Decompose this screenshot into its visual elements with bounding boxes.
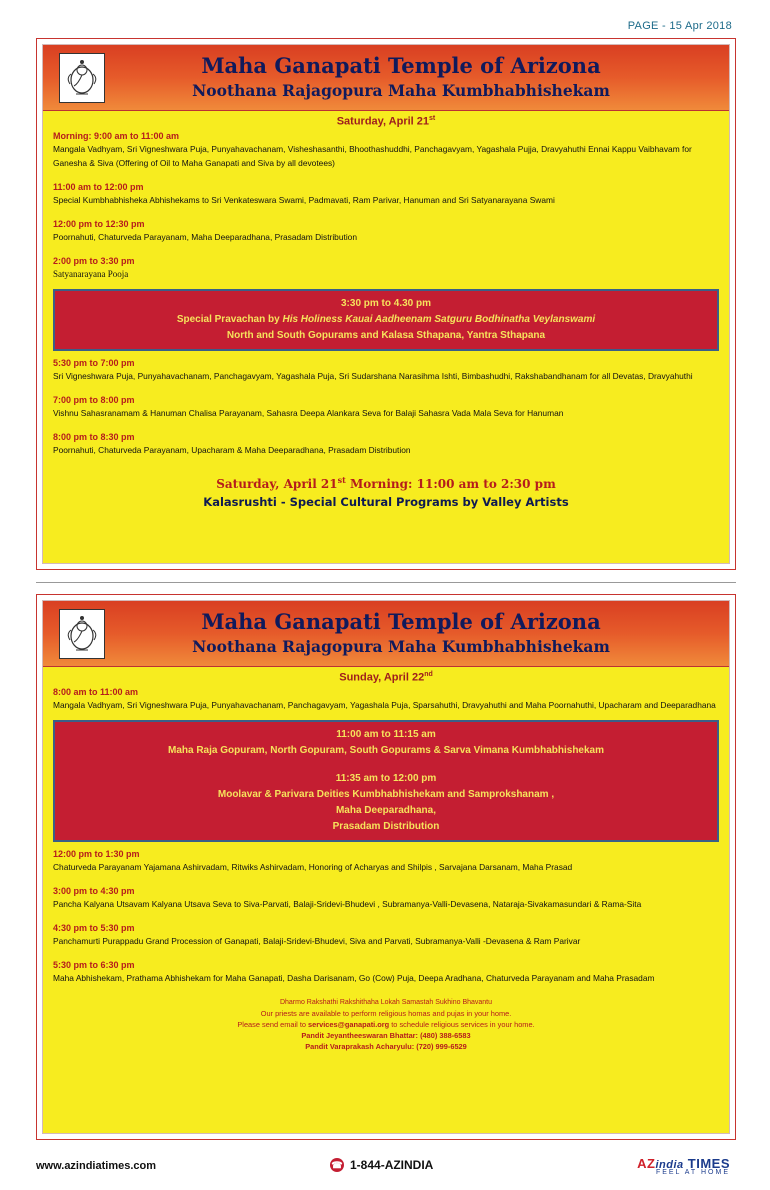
slot-time: 8:00 am to 11:00 am bbox=[53, 686, 139, 697]
day-heading: Sunday, April 22nd bbox=[339, 671, 433, 684]
phone-text: 1-844-AZINDIA bbox=[350, 1158, 434, 1172]
slot-description: Poornahuti, Chaturveda Parayanam, Maha Deeparadhana, Prasadam Distribution bbox=[53, 231, 358, 242]
schedule-list bbox=[43, 686, 729, 712]
contact-line: Pandit Varaprakash Acharyulu: (720) 999-6529 bbox=[305, 1041, 467, 1051]
closing-time: Saturday, April 21st Morning: 11:00 am to 2:30 pm bbox=[216, 474, 556, 491]
ad-divider bbox=[36, 582, 736, 583]
highlight-sthapana: North and South Gopurams and Kalasa Sthapana, Yantra Sthapana bbox=[226, 329, 546, 341]
slot-description: Chaturveda Parayanam Yajamana Ashirvadam, Ritwiks Ashirvadam, Honoring of Acharyas and Shilpis , Sarvajana Darsanam, Maha Prasad bbox=[53, 861, 573, 872]
slot-description: Mangala Vadhyam, Sri Vigneshwara Puja, Punyahavachanam, Panchagavyam, Yagashala Puja, Sparsahuthi, Dravyahuthi and Maha Poornahuthi, Upacharam and Deeparadhana bbox=[53, 699, 716, 710]
ad-sunday-panel bbox=[42, 600, 730, 1134]
services-email-link[interactable]: services@ganapati.org bbox=[308, 1019, 390, 1029]
email-line: Please send email to services@ganapati.org to schedule religious services in your home. bbox=[237, 1019, 535, 1029]
website-link[interactable]: www.azindiatimes.com bbox=[36, 1160, 157, 1172]
slot-time: 2:00 pm to 3:30 pm bbox=[53, 255, 135, 266]
slot-time: 4:30 pm to 5:30 pm bbox=[53, 922, 135, 933]
day-heading: Saturday, April 21st bbox=[336, 115, 436, 128]
ad-banner bbox=[43, 601, 729, 667]
schedule-list bbox=[43, 130, 729, 281]
page-footer bbox=[0, 1156, 770, 1182]
brand-logo bbox=[637, 1156, 730, 1176]
highlight-pravachan: Special Pravachan by His Holiness Kauai Aadheenam Satguru Bodhinatha Veylanswami bbox=[176, 313, 596, 325]
highlight-line: Prasadam Distribution bbox=[332, 820, 440, 832]
temple-title: Maha Ganapati Temple of Arizona bbox=[201, 53, 601, 78]
brand-tagline: FEEL AT HOME bbox=[655, 1169, 730, 1176]
highlight-box bbox=[53, 720, 719, 842]
schedule-slot bbox=[53, 431, 719, 457]
slot-time: 5:30 pm to 7:00 pm bbox=[53, 357, 135, 368]
highlight-time: 11:35 am to 12:00 pm bbox=[335, 772, 437, 784]
schedule-slot bbox=[53, 885, 719, 911]
schedule-slot bbox=[53, 922, 719, 948]
slot-description: Special Kumbhabhisheka Abhishekams to Sri Venkateswara Swami, Padmavati, Ram Parivar, Hanuman and Sri Satyanarayana Swami bbox=[53, 194, 555, 205]
slot-description: Poornahuti, Chaturveda Parayanam, Upacharam & Maha Deeparadhana, Prasadam Distribution bbox=[53, 444, 411, 455]
slot-description: Sri Vigneshwara Puja, Punyahavachanam, Panchagavyam, Yagashala Puja, Sri Sudarshana Narasihma Ishti, Bimbashudhi, Rakshabandhanam for all Devatas, Dravyahuthi bbox=[53, 370, 693, 381]
slot-description: Satyanarayana Pooja bbox=[53, 268, 129, 279]
schedule-slot bbox=[53, 848, 719, 874]
highlight-box bbox=[53, 289, 719, 351]
schedule-slot bbox=[53, 394, 719, 420]
ad-banner bbox=[43, 45, 729, 111]
highlight-line: Maha Deeparadhana, bbox=[335, 804, 437, 816]
services-footnote bbox=[43, 997, 729, 1052]
slot-description: Vishnu Sahasranamam & Hanuman Chalisa Parayanam, Sahasra Deepa Alankara Seva for Balaji Sahasra Vada Mala Seva for Hanuman bbox=[53, 407, 564, 418]
brand-name: AZindia TIMES bbox=[637, 1156, 730, 1171]
schedule-slot bbox=[53, 255, 719, 281]
slot-time: 5:30 pm to 6:30 pm bbox=[53, 959, 135, 970]
schedule-slot bbox=[53, 959, 719, 985]
slot-description: Panchamurti Purappadu Grand Procession of Ganapati, Balaji-Sridevi-Bhudevi, Siva and Parvati, Subramanya-Valli -Devasena & Ram Parivar bbox=[53, 935, 581, 946]
slot-time: 7:00 pm to 8:00 pm bbox=[53, 394, 135, 405]
event-subtitle: Noothana Rajagopura Maha Kumbhabhishekam bbox=[192, 637, 610, 656]
highlight-time: 11:00 am to 11:15 am bbox=[336, 728, 436, 740]
slot-description: Mangala Vadhyam, Sri Vigneshwara Puja, Punyahavachanam, Visheshasanthi, Bhoothashuddhi, Panchagavyam, Yagashala Pujja, Dravyahuthi Ennai Kappu Vaibhavam for Ganesha & Siva (Offering of Oil to Maha Ganapati and Siva by all devotees) bbox=[53, 143, 692, 168]
slot-description: Maha Abhishekam, Prathama Abhishekam for Maha Ganapati, Dasha Darisanam, Go (Cow) Puja, Deepa Aradhana, Chaturveda Parayanam and Maha Prasadam bbox=[53, 972, 655, 983]
slot-time: 3:00 pm to 4:30 pm bbox=[53, 885, 135, 896]
schedule-slot bbox=[53, 686, 719, 712]
highlight-line: Maha Raja Gopuram, North Gopuram, South Gopurams & Sarva Vimana Kumbhabhishekam bbox=[167, 744, 604, 756]
page-label: PAGE - 15 Apr 2018 bbox=[627, 20, 732, 32]
contact-line: Pandit Jeyantheeswaran Bhattar: (480) 388-6583 bbox=[301, 1030, 471, 1040]
schedule-list bbox=[43, 357, 729, 457]
closing-section bbox=[43, 475, 729, 509]
schedule-slot bbox=[53, 218, 719, 244]
schedule-slot bbox=[53, 130, 719, 170]
ad-saturday-panel bbox=[42, 44, 730, 564]
slot-time: 11:00 am to 12:00 pm bbox=[53, 181, 144, 192]
slot-time: 12:00 pm to 12:30 pm bbox=[53, 218, 145, 229]
highlight-time: 3:30 pm to 4.30 pm bbox=[340, 297, 432, 309]
ad-sunday bbox=[36, 594, 736, 1140]
highlight-line: Moolavar & Parivara Deities Kumbhabhishekam and Samprokshanam , bbox=[217, 788, 555, 800]
temple-title: Maha Ganapati Temple of Arizona bbox=[201, 609, 601, 634]
schedule-list bbox=[43, 848, 729, 985]
slot-description: Pancha Kalyana Utsavam Kalyana Utsava Seva to Siva-Parvati, Balaji-Sridevi-Bhudevi , Subramanya-Valli-Devasena, Nataraja-Sivakamasundari & Rama-Sita bbox=[53, 898, 642, 909]
phone-number bbox=[330, 1158, 433, 1172]
schedule-slot bbox=[53, 181, 719, 207]
schedule-slot bbox=[53, 357, 719, 383]
slot-time: 8:00 pm to 8:30 pm bbox=[53, 431, 135, 442]
slot-time: Morning: 9:00 am to 11:00 am bbox=[53, 130, 180, 141]
ad-saturday bbox=[36, 38, 736, 570]
slot-time: 12:00 pm to 1:30 pm bbox=[53, 848, 140, 859]
phone-icon: ☎ bbox=[330, 1158, 344, 1172]
event-subtitle: Noothana Rajagopura Maha Kumbhabhishekam bbox=[192, 81, 610, 100]
closing-program: Kalasrushti - Special Cultural Programs by Valley Artists bbox=[203, 494, 569, 509]
motto: Dharmo Rakshathi Rakshithaha Lokah Samastah Sukhino Bhavantu bbox=[279, 998, 493, 1006]
services-line: Our priests are available to perform religious homas and pujas in your home. bbox=[260, 1008, 512, 1018]
